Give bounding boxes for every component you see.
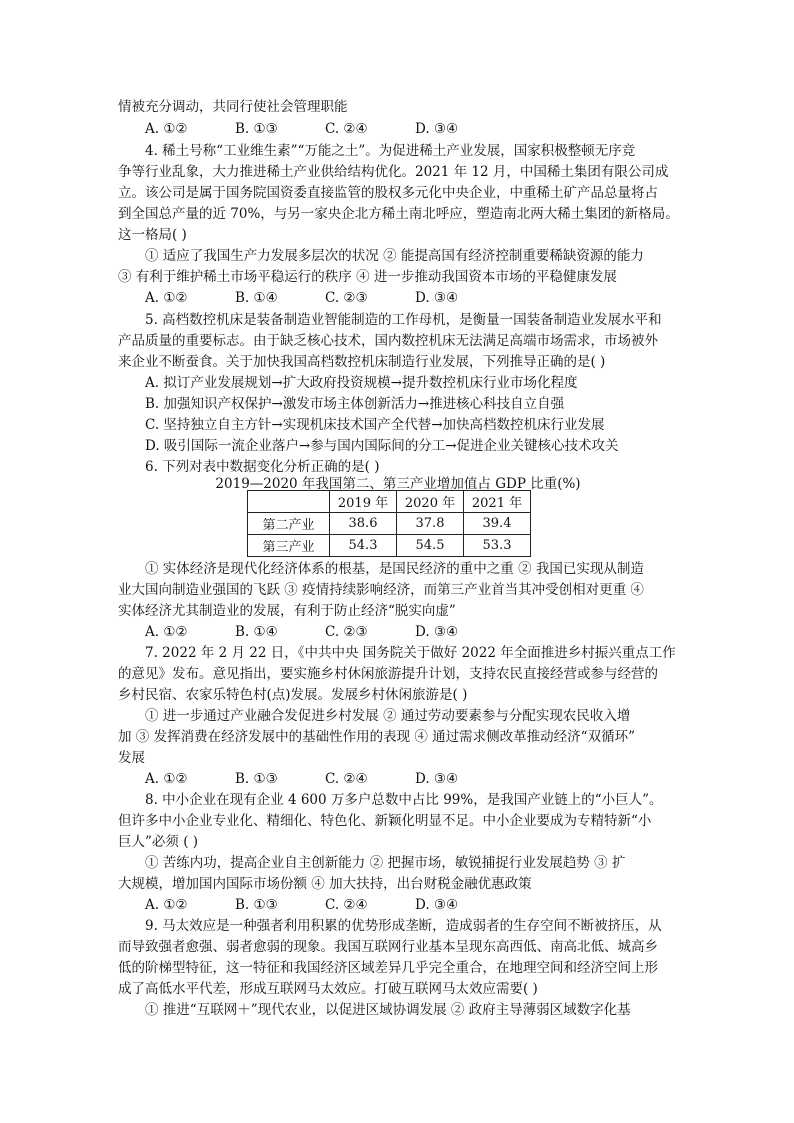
q7-stem: 7. 2022 年 2 月 22 日，《中共中央 国务院关于做好 2022 年全面推进乡村振兴重点工作 (145, 645, 676, 661)
q5-option-a: A. 拟订产业发展规划→扩大政府投资规模→提升数控机床行业市场化程度 (145, 375, 578, 391)
q7-choices: 发展 (118, 750, 145, 766)
text-line: 情被充分调动，共同行使社会管理职能 (118, 99, 348, 115)
table-cell: 37.8 (397, 513, 464, 535)
q9-stem: 而导致强者愈强、弱者愈弱的现象。我国互联网行业基本呈现东高西低、南高北低、城高乡 (118, 939, 658, 955)
q4-stem: 到全国总产量的近 70%，与另一家央企北方稀土南北呼应，塑造南北两大稀土集团的新格局。 (118, 206, 679, 222)
option-d: D. ③④ (415, 897, 459, 913)
q6-stem: 6. 下列对表中数据变化分析正确的是( ) (145, 459, 380, 475)
q5-option-c: C. 坚持独立自主方针→实现机床技术国产全代替→加快高档数控机床行业发展 (145, 417, 605, 433)
table-cell: 38.6 (330, 513, 397, 535)
option-a: A. ①② (145, 290, 188, 306)
option-b: B. ①③ (235, 771, 278, 787)
q5-option-d: D. 吸引国际一流企业落户→参与国内国际间的分工→促进企业关键核心技术攻关 (145, 438, 619, 454)
q4-choices: ③ 有利于维护稀土市场平稳运行的秩序 ④ 进一步推动我国资本市场的平稳健康发展 (118, 269, 617, 285)
option-c: C. ②③ (325, 290, 368, 306)
gdp-table (247, 490, 531, 557)
option-a: A. ①② (145, 771, 188, 787)
q9-stem: 9. 马太效应是一种强者利用积累的优势形成垄断，造成弱者的生存空间不断被挤压，从 (145, 918, 662, 934)
q7-choices: 加 ③ 发挥消费在经济发展中的基础性作用的表现 ④ 通过需求侧改革推动经济“双循环” (118, 729, 635, 745)
option-d: D. ③④ (415, 771, 459, 787)
table-header-cell (248, 491, 330, 513)
table-row (248, 513, 531, 535)
q7-stem: 的意见》发布。意见指出，要实施乡村休闲旅游提升计划，支持农民直接经营或参与经营的 (118, 666, 658, 682)
q5-option-b: B. 加强知识产权保护→激发市场主体创新活力→推进核心科技自立自强 (145, 396, 565, 412)
table-header-row (248, 491, 531, 513)
option-b: B. ①④ (235, 624, 278, 640)
option-c: C. ②④ (325, 897, 368, 913)
q8-stem: 8. 中小企业在现有企业 4 600 万多户总数中占比 99%，是我国产业链上的“小巨人”。 (145, 792, 663, 808)
q8-choices: 大规模，增加国内国际市场份额 ④ 加大扶持，出台财税金融优惠政策 (118, 876, 532, 892)
q8-stem: 但许多中小企业专业化、精细化、特色化、新颖化明显不足。中小企业要成为专精特新“小 (118, 813, 652, 829)
q5-stem: 产品质量的重要标志。由于缺乏核心技术，国内数控机床无法满足高端市场需求，市场被外 (118, 333, 658, 349)
table-cell: 39.4 (464, 513, 531, 535)
table-cell: 第三产业 (248, 535, 330, 557)
option-b: B. ①③ (235, 897, 278, 913)
table-cell: 54.3 (330, 535, 397, 557)
q7-options (145, 769, 505, 789)
option-b: B. ①④ (235, 290, 278, 306)
q7-choices: ① 进一步通过产业融合发促进乡村发展 ② 通过劳动要素参与分配实现农民收入增 (145, 708, 631, 724)
table-row (248, 535, 531, 557)
option-c: C. ②④ (325, 121, 368, 137)
q8-choices: ① 苦练内功，提高企业自主创新能力 ② 把握市场，敏锐捕捉行业发展趋势 ③ 扩 (145, 855, 626, 871)
q8-stem: 巨人”必须 ( ) (118, 834, 199, 850)
q9-stem: 成了高低水平代差，形成互联网马太效应。打破互联网马太效应需要( ) (118, 981, 538, 997)
option-a: A. ①② (145, 624, 188, 640)
q9-choices: ① 推进“互联网＋”现代农业，以促进区域协调发展 ② 政府主导薄弱区域数字化基 (145, 1002, 631, 1018)
q6-options (145, 622, 505, 642)
q6-choices: 实体经济尤其制造业的发展，有利于防止经济“脱实向虚” (118, 603, 456, 619)
q4-options (145, 288, 505, 308)
table-header-cell: 2019 年 (330, 491, 397, 513)
option-d: D. ③④ (415, 121, 459, 137)
q6-choices: ① 实体经济是现代化经济体系的根基，是国民经济的重中之重 ② 我国已实现从制造 (145, 561, 644, 577)
option-c: C. ②③ (325, 624, 368, 640)
q5-stem: 来企业不断蚕食。关于加快我国高档数控机床制造行业发展，下列推导正确的是( ) (118, 354, 606, 370)
q4-stem: 立。该公司是属于国务院国资委直接监管的股权多元化中央企业，中重稀土矿产品总量将占 (118, 185, 658, 201)
table-caption: 2019—2020 年我国第二、第三产业增加值占 GDP 比重(%) (215, 476, 581, 492)
table-cell: 53.3 (464, 535, 531, 557)
q7-stem: 乡村民宿、农家乐特色村(点)发展。发展乡村休闲旅游是( ) (118, 687, 468, 703)
table-header-cell: 2020 年 (397, 491, 464, 513)
q5-stem: 5. 高档数控机床是装备制造业智能制造的工作母机，是衡量一国装备制造业发展水平和 (145, 312, 662, 328)
q4-stem: 争等行业乱象，大力推进稀土产业供给结构优化。2021 年 12 月，中国稀土集团有限公司成 (118, 164, 669, 180)
q9-stem: 低的阶梯型特征，这一特征和我国经济区域差异几乎完全重合，在地理空间和经济空间上形 (118, 960, 658, 976)
q4-choices: ① 适应了我国生产力发展多层次的状况 ② 能提高国有经济控制重要稀缺资源的能力 (145, 248, 644, 264)
option-a: A. ①② (145, 897, 188, 913)
option-d: D. ③④ (415, 290, 459, 306)
table-cell: 54.5 (397, 535, 464, 557)
option-b: B. ①③ (235, 121, 278, 137)
q8-options (145, 895, 505, 915)
table-cell: 第二产业 (248, 513, 330, 535)
option-d: D. ③④ (415, 624, 459, 640)
q6-choices: 业大国向制造业强国的飞跃 ③ 疫情持续影响经济，而第三产业首当其冲受创相对更重 ④ (118, 582, 644, 598)
table-header-cell: 2021 年 (464, 491, 531, 513)
q4-stem: 这一格局( ) (118, 227, 187, 243)
option-a: A. ①② (145, 121, 188, 137)
q4-stem: 4. 稀土号称“工业维生素”“万能之土”。为促进稀土产业发展，国家积极整顿无序竞 (145, 143, 636, 159)
q3-options (145, 119, 505, 139)
option-c: C. ②④ (325, 771, 368, 787)
